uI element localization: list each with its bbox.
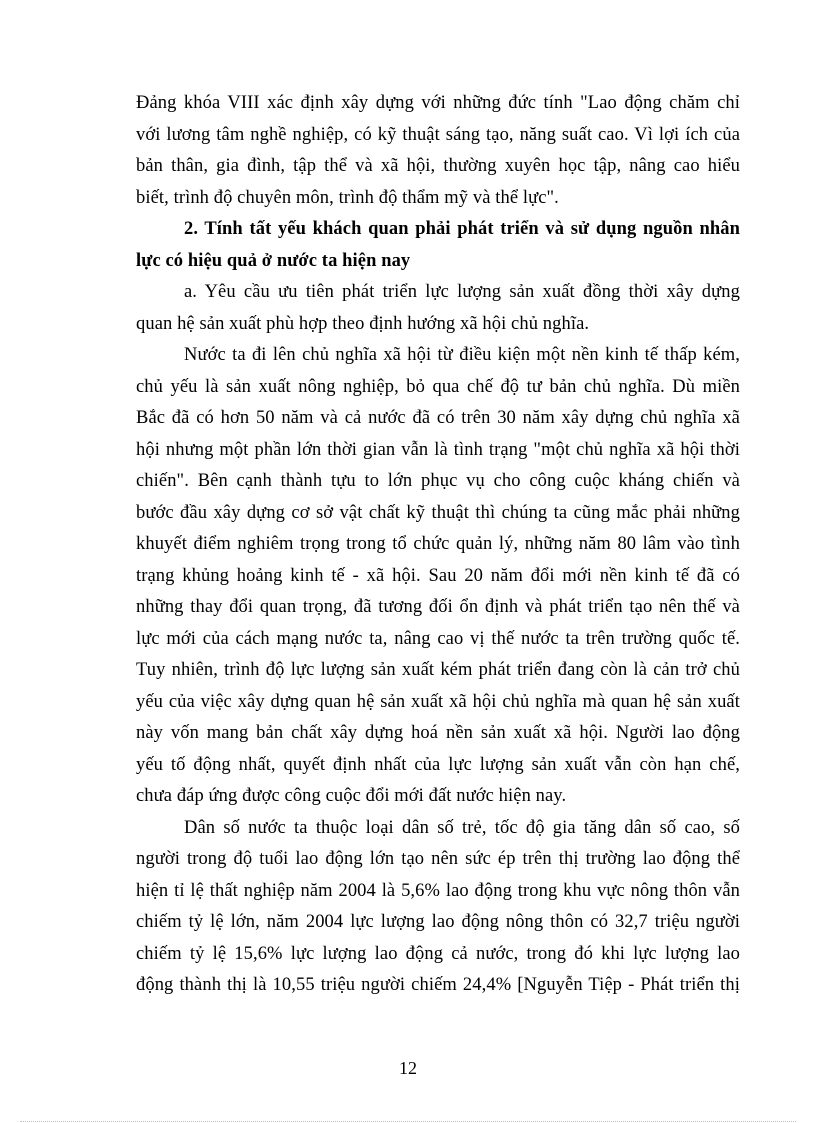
document-page: [136, 88, 740, 1002]
text-line: chiếm tỷ lệ 15,6% lực lượng lao động cả nước, trong đó khi lực lượng lao: [136, 943, 740, 964]
section-heading: lực có hiệu quả ở nước ta hiện nay: [136, 250, 411, 271]
text-line: bản thân, gia đình, tập thể và xã hội, thường xuyên học tập, nâng cao hiểu: [136, 156, 740, 176]
text-line: hiện tỉ lệ thất nghiệp năm 2004 là 5,6% lao động trong khu vực nông thôn vẫn: [136, 880, 740, 901]
page-number: 12: [399, 1058, 417, 1078]
text-line: Đảng khóa VIII xác định xây dựng với những đức tính "Lao động chăm chỉ: [136, 93, 740, 113]
text-line: Bắc đã có hơn 50 năm và cả nước đã có trên 30 năm xây dựng chủ nghĩa xã: [136, 408, 740, 428]
text-line: người trong độ tuổi lao động lớn tạo nên sức ép trên thị trường lao động thể: [136, 849, 740, 869]
text-line: này vốn mang bản chất xây dựng hoá nền sản xuất xã hội. Người lao động: [136, 723, 740, 743]
text-line: yếu tố động nhất, quyết định nhất của lực lượng sản xuất vẫn còn hạn chế,: [136, 754, 740, 775]
text-line: Nước ta đi lên chủ nghĩa xã hội từ điều kiện một nền kinh tế thấp kém,: [184, 345, 740, 365]
text-line: biết, trình độ chuyên môn, trình độ thẩm mỹ và thể lực".: [136, 187, 559, 208]
text-line: với lương tâm nghề nghiệp, có kỹ thuật sáng tạo, năng suất cao. Vì lợi ích của: [136, 124, 740, 145]
subheading-line: quan hệ sản xuất phù hợp theo định hướng xã hội chủ nghĩa.: [136, 313, 590, 334]
text-line: chủ yếu là sản xuất nông nghiệp, bỏ qua chế độ tư bản chủ nghĩa. Dù miền: [136, 376, 740, 397]
subheading-line: a. Yêu cầu ưu tiên phát triển lực lượng sản xuất đồng thời xây dựng: [184, 282, 740, 302]
text-line: chưa đáp ứng được công cuộc đổi mới đất nước hiện nay.: [136, 786, 567, 806]
text-line: chiến". Bên cạnh thành tựu to lớn phục vụ cho công cuộc kháng chiến và: [136, 471, 740, 491]
text-line: chiếm tỷ lệ lớn, năm 2004 lực lượng lao động nông thôn có 32,7 triệu người: [136, 912, 740, 932]
text-line: lực mới của cách mạng nước ta, nâng cao vị thế nước ta trên trường quốc tế.: [136, 628, 740, 649]
section-heading: 2. Tính tất yếu khách quan phải phát triển và sử dụng nguồn nhân: [184, 219, 740, 239]
text-line: trạng khủng hoảng kinh tế - xã hội. Sau 20 năm đổi mới nền kinh tế đã có: [136, 565, 740, 586]
text-line: hội nhưng một phần lớn thời gian vẫn là tình trạng "một chủ nghĩa xã hội thời: [136, 439, 740, 460]
text-line: Dân số nước ta thuộc loại dân số trẻ, tốc độ gia tăng dân số cao, số: [184, 817, 740, 838]
text-line: khuyết điểm nghiêm trọng trong tổ chức quản lý, những năm 80 lâm vào tình: [136, 534, 740, 554]
page-bottom-divider: [20, 1121, 796, 1122]
text-line: bước đầu xây dựng cơ sở vật chất kỹ thuật thì chúng ta cũng mắc phải những: [136, 502, 740, 523]
text-line: Tuy nhiên, trình độ lực lượng sản xuất kém phát triển đang còn là cản trở chủ: [136, 660, 740, 680]
text-line: yếu của việc xây dựng quan hệ sản xuất xã hội chủ nghĩa mà quan hệ sản xuất: [136, 691, 740, 712]
text-line: động thành thị là 10,55 triệu người chiếm 24,4% [Nguyễn Tiệp - Phát triển thị: [136, 975, 740, 995]
text-line: những thay đổi quan trọng, đã tương đối ổn định và phát triển tạo nên thế và: [136, 597, 740, 617]
